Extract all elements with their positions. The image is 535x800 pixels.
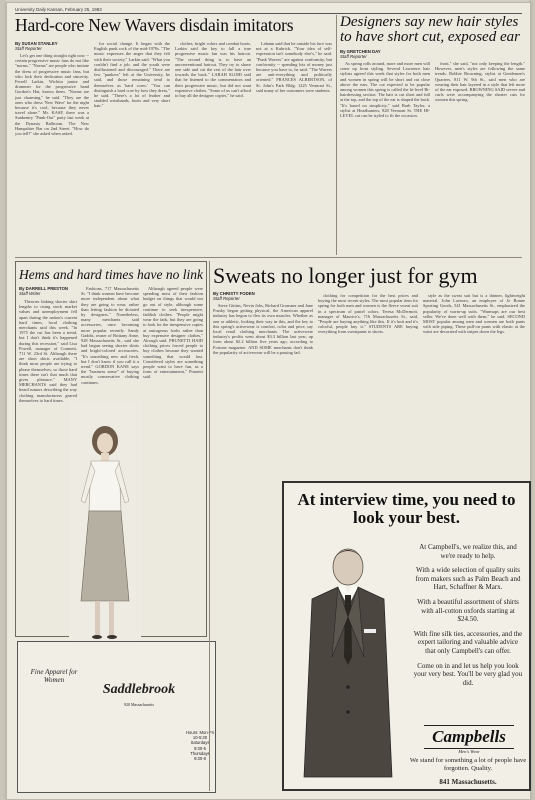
saddlebrook-ad [17,641,216,793]
article2-column-1 [340,61,430,251]
ad-address: 841 Massachusetts. [439,778,497,786]
article1-column-3 [175,41,251,251]
headline-hair-styles: Designers say new hair styles to have short cut, exposed ear [340,14,520,45]
article4-column-3 [423,293,525,473]
article1-text-4: Lahann said that he outside his face was not at a Kubrick. "Your idea of self-expression isn't somebody else's," he said. "Punk Wavers" are against conformity, but conformity -- spending lots of money just because you have to, he said. "The Wavers are anti-everything and politically oriented." FRANCES ALBERTSON, of St. John's Park Bldg. 1225 Vermont St., said many of her customers were students. [256,41,332,93]
ad-copy-1: At Campbell's, we realize this, and we're ready to help. [419,543,517,560]
article3-column-3 [143,286,203,630]
byline-role: Staff Reporter [15,46,42,51]
saddlebrook-address: 920 Massachusetts [123,702,155,707]
byline-name: By CHRISTY FODEN [213,291,255,296]
woman-in-dress-illustration [69,401,141,651]
campbells-logo: Campbells [424,725,514,749]
byline-foden [213,291,283,301]
article4-text-1: Steve Gittins, Nevin Jobs, Richard Gronsner and Jane Prusky began getting physical, the American apparel industry has begun to flex its own muscles. Whether as one or athletic, looking their way in this, and the key to this spring's activewear is comfort, color and price, say local retail clothing merchants. The activewear industry's profits went about $3.3 billion last year, up from about $2.2 billion five years ago, according to Fortune magazine. AND SOME merchants don't think the popularity of activewear will be a passing fad. [213,303,313,355]
campbells-ad [282,481,531,791]
headline-sweats: Sweats no longer just for gym [213,263,478,288]
article2-text-1: As spring rolls around, more and more men will come up front styling. Several Lawrence hair stylists agreed this week that styles for both men and women in spring will be short and cut close above the ears. The cut expected to be popular among women this spring is called the hi-level Bi-hairdressing section. The hair is cut short and full at the top, and the top of the ear is shaped the back. "It's based on simplicity," said Barb Taylor, a stylist at Headhunters, 828 Vermont St. THE HI-LEVEL cut can be styled to fit the occasion. [340,61,430,119]
article1-column-2 [94,41,170,251]
article1-column-1 [15,53,89,251]
ad-tagline: We stand for something a lot of people have forgotten. Quality. [409,757,527,772]
byline-role: Staff Writer [19,291,41,296]
byline-role: Staff Reporter [213,296,240,301]
man-in-suit-illustration [292,537,404,777]
article4-column-1 [213,303,313,473]
article3-column-1 [19,299,77,403]
byline-preston [19,286,89,296]
article4-column-2 [318,293,418,473]
byline-name: By GRETCHEN DAY [340,49,381,54]
saddlebrook-logo: Saddlebrook [102,682,176,697]
ad-copy-2: With a wide selection of quality suits from makers such as Palm Beach and Hart, Schaffner & Marx. [415,566,521,592]
store-hours: Hours: Mon-Fri 10-5:30 Saturdays 9:30-5 Thursdays 9:30-8 [186,730,214,762]
article4-text-3: style as the sweat suit but is a thinner, lightweight material. John Lorenzo, an employee of Jo Bonne Sporting Goods, 541 Massachusetts St., emphasized the popularity of warm-up suits. "Warmups are our best seller. We've done well with them," he said. SECOND MOST popular among men and women are both pants with side piping. These pull-on pants with elastic at the waist are decorated with stripes down the legs. [423,293,525,335]
article1-column-4 [256,41,332,251]
byline-day [340,49,420,59]
section-rule [15,257,522,258]
ad-copy-5: Come on in and let us help you look your very best. You'll be very glad you did. [413,661,523,687]
headline-hems: Hems and hard times have no link [19,267,203,282]
byline-stanley [15,41,85,51]
article1-text-2: for social change. It began with the English punk rock of the mid-1970s. "The music expresses the anger that they felt with their society," Larkin said. "What you couldn't find a job, and the youth were disillusioned and discouraged." There are few "punkers" left at the University, he said, and those remaining tend to themselves as 'hard cores.' "You can distinguish a hard core by how they dress," he said. "There's a lot of leather and studded wristbands, boots and very short hair." [94,41,170,109]
column-divider [209,261,210,791]
ad-copy-4: With fine silk ties, accessories, and the expert tailoring and valuable advice that only Campbell's can offer. [413,629,523,655]
ad-fine-apparel: Fine Apparel for Women [30,668,78,684]
article3-text-3: Although agreed people were spending most of their fashion budget on things that would not go out of style, although some continue to seek inexpensive, faddish clothes. "People might wear the fads, but they are going to look for the inexpensive copies at outrageous looks rather than buy expensive designer clothes," Alrough said. PRUNETTI HAID clothing prices forced people to buy clothes because they wanted something that would last. Considered styles are something people want to have fun, as a form of entertainment," Prunetti said. [143,286,203,380]
newspaper-page [6,2,531,800]
byline-name: By SUSAN STANLEY [15,41,58,46]
article3-text-2: Fashions, 717 Massachusetts St. "I think women have become more independent about what they are going to wear, rather than letting fashion be dictated by designers." Nonetheless, many merchants said accessories, once becoming more popular recently. Sandy Gaddis, owner of Brittany Anne, 928 Massachusetts St., said she had begun seeing shorter skirts and bright-colored accessories. "It's something new and fresh, but I don't know if you call it a trend." GORDON KANE says the "business sense" of buying mostly conservative clothing continues. [81,286,139,385]
article3-column-2 [81,286,139,399]
article1-text-3: clothes, bright colors and combat boots. Larkin said the key to fall a true progressive music fan was his haircut. "The second thing is to have an unconventional haircut. They try to shave one side and cut the rest of the hair over towards the back." LARAH SLOHI said that he listened to the commentators and their progressive music, but did not want expensive clothes. "Some of us can't afford to buy all the designer copies," he said. [175,41,251,99]
ad-headline: At interview time, you need to look your best. [297,490,516,527]
column-divider [336,15,337,255]
article1-text-1: Let's get one thing straight right now -- certain progressive music fans do not like "norms." "Norms" are people who imitate the dress of progressive music fans, but who lack their dedication and sincerity. Ferrell Larkin, Wichita junior and drummer for the progressive band Gordon's Hat, knows them. "Norms are just charming," he said. "They are the ones who dress 'New Wave' for the night because it's cool, because they never travel alone." Mr. KASF, there was a Sunkentry "Punk-Out" party last week at the Dynasty Ballroom. The New Hampshire Bar on 2nd Street. "How do you tell?" she asked when asked. [15,53,89,137]
headline-new-wavers: Hard-core New Wavers disdain imitators [15,15,294,35]
ad-copy-3: With a beautiful assortment of shirts with all-cotton oxfords starting at $24.50. [417,597,519,624]
byline-role: Staff Reporter [340,54,367,59]
fashion-photo [69,401,141,651]
article2-text-2: front," she said, "not only keeping the length." However, men's styles are following the same trends. Bobbie Browning, stylist at Gentlemen's Quarters, 811 W. 9th St., said men who are wearing their hair layered in a style that left more of the ear exposed. BROWNING SAID severe and curls were accompanying the shorter cuts for women this spring. [435,61,525,103]
campbells-logo-sub: Men's Wear [458,749,480,754]
article4-text-2: clothing for competition for the best prices and buying the most recent styles. The most popular item for spring for both men and women is the fleece sweat suit in a spectrum of pastel colors. Teresa McDermott, manager of Maurice's, 716 Massachusetts St., said, "People are buying anything like this. If it's knit and it's colorful, people buy it." STUDENTS ARE buying everything from sweatpants to shorts. [318,293,418,335]
article3-text-1: Theories linking shorter skirt lengths to rising stock market values and unemployment fell apart during the nation's current hard times, local clothing merchants said this week. "In 1975 the cut has been a trend, but I don't think it's happened during this recession," said Lisa Powell, manager of Cornnett, 711 W. 23rd St. Although there are short skirts available, "I think most people are trying to please themselves, so those hard times there isn't that much that gives pleasure." MANY MERCHANTS said they had heard rumors describing the way clothing manufacturers geared themselves to hard times. [19,299,77,403]
byline-name: By DARRELL PRESTON [19,286,69,291]
folio-line: University Daily Kansan, February 25, 1983 [15,7,102,12]
ad-copy [412,543,524,693]
article2-column-2 [435,61,525,251]
